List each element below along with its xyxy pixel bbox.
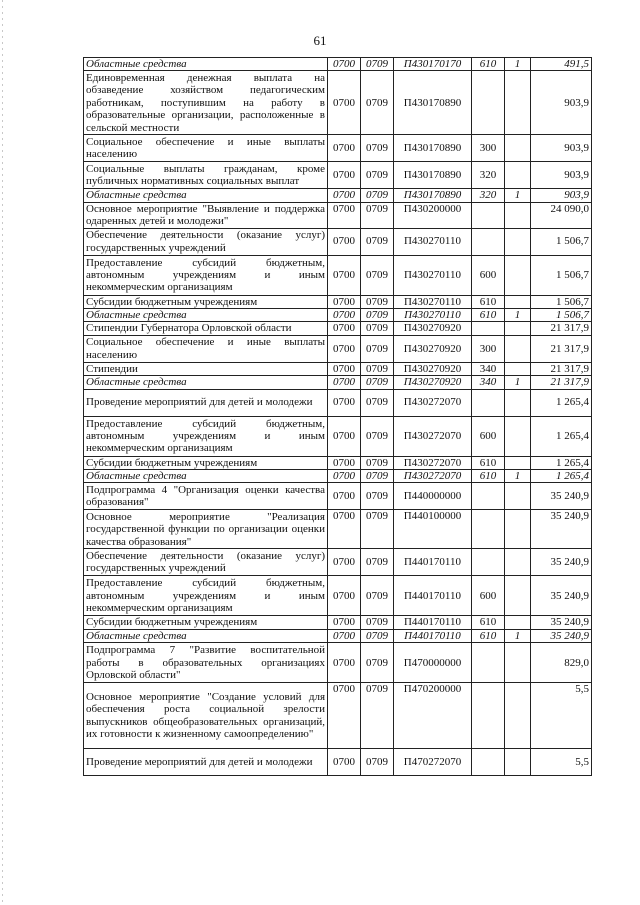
expense-type-cell: 300: [472, 335, 505, 362]
target-article-cell: П430272070: [394, 389, 472, 416]
funding-source-cell: [505, 295, 531, 308]
funding-source-cell: [505, 255, 531, 295]
amount-cell: 21 317,9: [531, 322, 592, 335]
amount-cell: 1 265,4: [531, 389, 592, 416]
table-row: [84, 335, 592, 362]
subsection-code-cell: 0709: [361, 549, 394, 576]
table-row: [84, 322, 592, 335]
expense-type-cell: [472, 483, 505, 510]
target-article-cell: П430270920: [394, 322, 472, 335]
funding-source-cell: [505, 335, 531, 362]
target-article-cell: П430270920: [394, 362, 472, 375]
funding-source-cell: [505, 576, 531, 616]
section-code-cell: 0700: [328, 362, 361, 375]
funding-source-cell: [505, 135, 531, 162]
subsection-code-cell: 0709: [361, 629, 394, 642]
amount-cell: 24 090,0: [531, 202, 592, 228]
funding-source-cell: [505, 483, 531, 510]
row-name-cell: Подпрограмма 7 "Развитие воспитательной работы в образовательных организациях Орловской области": [84, 643, 328, 683]
amount-cell: 1 506,7: [531, 255, 592, 295]
funding-source-cell: [505, 510, 531, 549]
section-code-cell: 0700: [328, 58, 361, 71]
funding-source-cell: 1: [505, 309, 531, 322]
section-code-cell: 0700: [328, 549, 361, 576]
expense-type-cell: 610: [472, 456, 505, 469]
subsection-code-cell: 0709: [361, 162, 394, 189]
row-name-cell: Областные средства: [84, 58, 328, 71]
target-article-cell: П470272070: [394, 749, 472, 776]
section-code-cell: 0700: [328, 616, 361, 629]
funding-source-cell: [505, 549, 531, 576]
row-name-cell: Субсидии бюджетным учреждениям: [84, 616, 328, 629]
table-row: [84, 576, 592, 616]
subsection-code-cell: 0709: [361, 255, 394, 295]
funding-source-cell: [505, 162, 531, 189]
subsection-code-cell: 0709: [361, 456, 394, 469]
target-article-cell: П430170890: [394, 135, 472, 162]
expense-type-cell: [472, 749, 505, 776]
funding-source-cell: [505, 228, 531, 255]
target-article-cell: П430270110: [394, 255, 472, 295]
target-article-cell: П430170170: [394, 58, 472, 71]
funding-source-cell: [505, 643, 531, 683]
expense-type-cell: [472, 683, 505, 749]
target-article-cell: П430272070: [394, 456, 472, 469]
amount-cell: 1 265,4: [531, 470, 592, 483]
table-row: [84, 362, 592, 375]
target-article-cell: П470200000: [394, 683, 472, 749]
row-name-cell: Областные средства: [84, 376, 328, 389]
expense-type-cell: [472, 71, 505, 135]
target-article-cell: П440170110: [394, 629, 472, 642]
row-name-cell: Предоставление субсидий бюджетным, автономным учреждениям и иным некоммерческим организациям: [84, 416, 328, 456]
row-name-cell: Стипендии Губернатора Орловской области: [84, 322, 328, 335]
table-row: [84, 376, 592, 389]
table-row: [84, 549, 592, 576]
target-article-cell: П430170890: [394, 162, 472, 189]
subsection-code-cell: 0709: [361, 228, 394, 255]
expense-type-cell: 320: [472, 162, 505, 189]
expense-type-cell: 610: [472, 470, 505, 483]
section-code-cell: 0700: [328, 322, 361, 335]
expense-type-cell: 610: [472, 58, 505, 71]
target-article-cell: П440100000: [394, 510, 472, 549]
target-article-cell: П430270110: [394, 228, 472, 255]
amount-cell: 35 240,9: [531, 549, 592, 576]
target-article-cell: П430270110: [394, 309, 472, 322]
budget-table-body: [84, 58, 592, 776]
subsection-code-cell: 0709: [361, 71, 394, 135]
table-row: [84, 255, 592, 295]
table-row: [84, 295, 592, 308]
page-number: 61: [313, 33, 327, 48]
subsection-code-cell: 0709: [361, 135, 394, 162]
row-name-cell: Стипендии: [84, 362, 328, 375]
row-name-cell: Предоставление субсидий бюджетным, автономным учреждениям и иным некоммерческим организациям: [84, 255, 328, 295]
amount-cell: 35 240,9: [531, 483, 592, 510]
amount-cell: 1 506,7: [531, 295, 592, 308]
amount-cell: 1 265,4: [531, 416, 592, 456]
section-code-cell: 0700: [328, 416, 361, 456]
section-code-cell: 0700: [328, 749, 361, 776]
section-code-cell: 0700: [328, 576, 361, 616]
amount-cell: 21 317,9: [531, 335, 592, 362]
section-code-cell: 0700: [328, 643, 361, 683]
funding-source-cell: [505, 616, 531, 629]
subsection-code-cell: 0709: [361, 202, 394, 228]
funding-source-cell: [505, 416, 531, 456]
section-code-cell: 0700: [328, 335, 361, 362]
amount-cell: 829,0: [531, 643, 592, 683]
table-row: [84, 71, 592, 135]
row-name-cell: Основное мероприятие "Выявление и поддержка одаренных детей и молодежи": [84, 202, 328, 228]
amount-cell: 1 506,7: [531, 309, 592, 322]
target-article-cell: П440170110: [394, 576, 472, 616]
expense-type-cell: 610: [472, 309, 505, 322]
expense-type-cell: 610: [472, 629, 505, 642]
amount-cell: 903,9: [531, 189, 592, 202]
row-name-cell: Областные средства: [84, 189, 328, 202]
section-code-cell: 0700: [328, 255, 361, 295]
amount-cell: 35 240,9: [531, 510, 592, 549]
section-code-cell: 0700: [328, 456, 361, 469]
target-article-cell: П440170110: [394, 616, 472, 629]
budget-table: [83, 57, 592, 776]
table-row: [84, 470, 592, 483]
table-row: [84, 389, 592, 416]
funding-source-cell: 1: [505, 189, 531, 202]
funding-source-cell: 1: [505, 376, 531, 389]
subsection-code-cell: 0709: [361, 643, 394, 683]
section-code-cell: 0700: [328, 228, 361, 255]
table-row: [84, 309, 592, 322]
section-code-cell: 0700: [328, 376, 361, 389]
row-name-cell: Проведение мероприятий для детей и молодежи: [84, 749, 328, 776]
expense-type-cell: [472, 322, 505, 335]
target-article-cell: П430170890: [394, 189, 472, 202]
subsection-code-cell: 0709: [361, 362, 394, 375]
table-row: [84, 510, 592, 549]
subsection-code-cell: 0709: [361, 309, 394, 322]
amount-cell: 35 240,9: [531, 616, 592, 629]
row-name-cell: Обеспечение деятельности (оказание услуг) государственных учреждений: [84, 549, 328, 576]
target-article-cell: П430272070: [394, 470, 472, 483]
table-row: [84, 483, 592, 510]
subsection-code-cell: 0709: [361, 376, 394, 389]
expense-type-cell: 600: [472, 576, 505, 616]
funding-source-cell: 1: [505, 470, 531, 483]
target-article-cell: П470000000: [394, 643, 472, 683]
row-name-cell: Областные средства: [84, 309, 328, 322]
section-code-cell: 0700: [328, 295, 361, 308]
target-article-cell: П440170110: [394, 549, 472, 576]
funding-source-cell: [505, 71, 531, 135]
section-code-cell: 0700: [328, 389, 361, 416]
row-name-cell: Субсидии бюджетным учреждениям: [84, 295, 328, 308]
subsection-code-cell: 0709: [361, 58, 394, 71]
row-name-cell: Подпрограмма 4 "Организация оценки качества образования": [84, 483, 328, 510]
funding-source-cell: [505, 683, 531, 749]
table-row: [84, 643, 592, 683]
row-name-cell: Единовременная денежная выплата на обзаведение хозяйством педагогическим работникам, поступившим на работу в образовательные организации, расположенные в сельской местности: [84, 71, 328, 135]
funding-source-cell: [505, 362, 531, 375]
row-name-cell: Обеспечение деятельности (оказание услуг) государственных учреждений: [84, 228, 328, 255]
table-row: [84, 228, 592, 255]
table-row: [84, 58, 592, 71]
table-row: [84, 616, 592, 629]
target-article-cell: П430272070: [394, 416, 472, 456]
funding-source-cell: 1: [505, 58, 531, 71]
section-code-cell: 0700: [328, 162, 361, 189]
table-row: [84, 629, 592, 642]
amount-cell: 903,9: [531, 162, 592, 189]
expense-type-cell: 300: [472, 135, 505, 162]
subsection-code-cell: 0709: [361, 322, 394, 335]
amount-cell: 21 317,9: [531, 362, 592, 375]
funding-source-cell: [505, 749, 531, 776]
amount-cell: 35 240,9: [531, 629, 592, 642]
section-code-cell: 0700: [328, 202, 361, 228]
amount-cell: 903,9: [531, 71, 592, 135]
section-code-cell: 0700: [328, 71, 361, 135]
target-article-cell: П440000000: [394, 483, 472, 510]
target-article-cell: П430270920: [394, 335, 472, 362]
subsection-code-cell: 0709: [361, 295, 394, 308]
expense-type-cell: [472, 202, 505, 228]
funding-source-cell: [505, 456, 531, 469]
row-name-cell: Социальное обеспечение и иные выплаты населению: [84, 335, 328, 362]
funding-source-cell: [505, 389, 531, 416]
expense-type-cell: 340: [472, 362, 505, 375]
expense-type-cell: [472, 643, 505, 683]
amount-cell: 5,5: [531, 749, 592, 776]
table-row: [84, 456, 592, 469]
expense-type-cell: [472, 228, 505, 255]
binding-edge-marks: [2, 0, 3, 905]
expense-type-cell: 600: [472, 416, 505, 456]
row-name-cell: Субсидии бюджетным учреждениям: [84, 456, 328, 469]
funding-source-cell: 1: [505, 629, 531, 642]
row-name-cell: Областные средства: [84, 629, 328, 642]
target-article-cell: П430270920: [394, 376, 472, 389]
table-row: [84, 202, 592, 228]
amount-cell: 1 506,7: [531, 228, 592, 255]
section-code-cell: 0700: [328, 629, 361, 642]
expense-type-cell: [472, 549, 505, 576]
subsection-code-cell: 0709: [361, 389, 394, 416]
expense-type-cell: 320: [472, 189, 505, 202]
expense-type-cell: 340: [472, 376, 505, 389]
table-row: [84, 135, 592, 162]
subsection-code-cell: 0709: [361, 510, 394, 549]
amount-cell: 903,9: [531, 135, 592, 162]
amount-cell: 5,5: [531, 683, 592, 749]
amount-cell: 21 317,9: [531, 376, 592, 389]
section-code-cell: 0700: [328, 189, 361, 202]
row-name-cell: Социальные выплаты гражданам, кроме публичных нормативных социальных выплат: [84, 162, 328, 189]
amount-cell: 491,5: [531, 58, 592, 71]
target-article-cell: П430270110: [394, 295, 472, 308]
table-row: [84, 162, 592, 189]
section-code-cell: 0700: [328, 483, 361, 510]
subsection-code-cell: 0709: [361, 470, 394, 483]
expense-type-cell: 610: [472, 295, 505, 308]
target-article-cell: П430200000: [394, 202, 472, 228]
row-name-cell: Основное мероприятие "Создание условий для обеспечения роста социальной зрелости выпускников общеобразовательных организаций, их готовности к жизненному самоопределению": [84, 683, 328, 749]
row-name-cell: Предоставление субсидий бюджетным, автономным учреждениям и иным некоммерческим организациям: [84, 576, 328, 616]
subsection-code-cell: 0709: [361, 189, 394, 202]
row-name-cell: Областные средства: [84, 470, 328, 483]
expense-type-cell: 610: [472, 616, 505, 629]
section-code-cell: 0700: [328, 135, 361, 162]
subsection-code-cell: 0709: [361, 683, 394, 749]
section-code-cell: 0700: [328, 470, 361, 483]
subsection-code-cell: 0709: [361, 749, 394, 776]
subsection-code-cell: 0709: [361, 483, 394, 510]
amount-cell: 1 265,4: [531, 456, 592, 469]
row-name-cell: Проведение мероприятий для детей и молодежи: [84, 389, 328, 416]
funding-source-cell: [505, 202, 531, 228]
target-article-cell: П430170890: [394, 71, 472, 135]
funding-source-cell: [505, 322, 531, 335]
section-code-cell: 0700: [328, 510, 361, 549]
subsection-code-cell: 0709: [361, 616, 394, 629]
row-name-cell: Основное мероприятие "Реализация государственной функции по организации оценки качества образования": [84, 510, 328, 549]
row-name-cell: Социальное обеспечение и иные выплаты населению: [84, 135, 328, 162]
section-code-cell: 0700: [328, 683, 361, 749]
expense-type-cell: 600: [472, 255, 505, 295]
subsection-code-cell: 0709: [361, 335, 394, 362]
subsection-code-cell: 0709: [361, 416, 394, 456]
table-row: [84, 189, 592, 202]
table-row: [84, 749, 592, 776]
table-row: [84, 416, 592, 456]
amount-cell: 35 240,9: [531, 576, 592, 616]
expense-type-cell: [472, 510, 505, 549]
table-row: [84, 683, 592, 749]
section-code-cell: 0700: [328, 309, 361, 322]
expense-type-cell: [472, 389, 505, 416]
subsection-code-cell: 0709: [361, 576, 394, 616]
